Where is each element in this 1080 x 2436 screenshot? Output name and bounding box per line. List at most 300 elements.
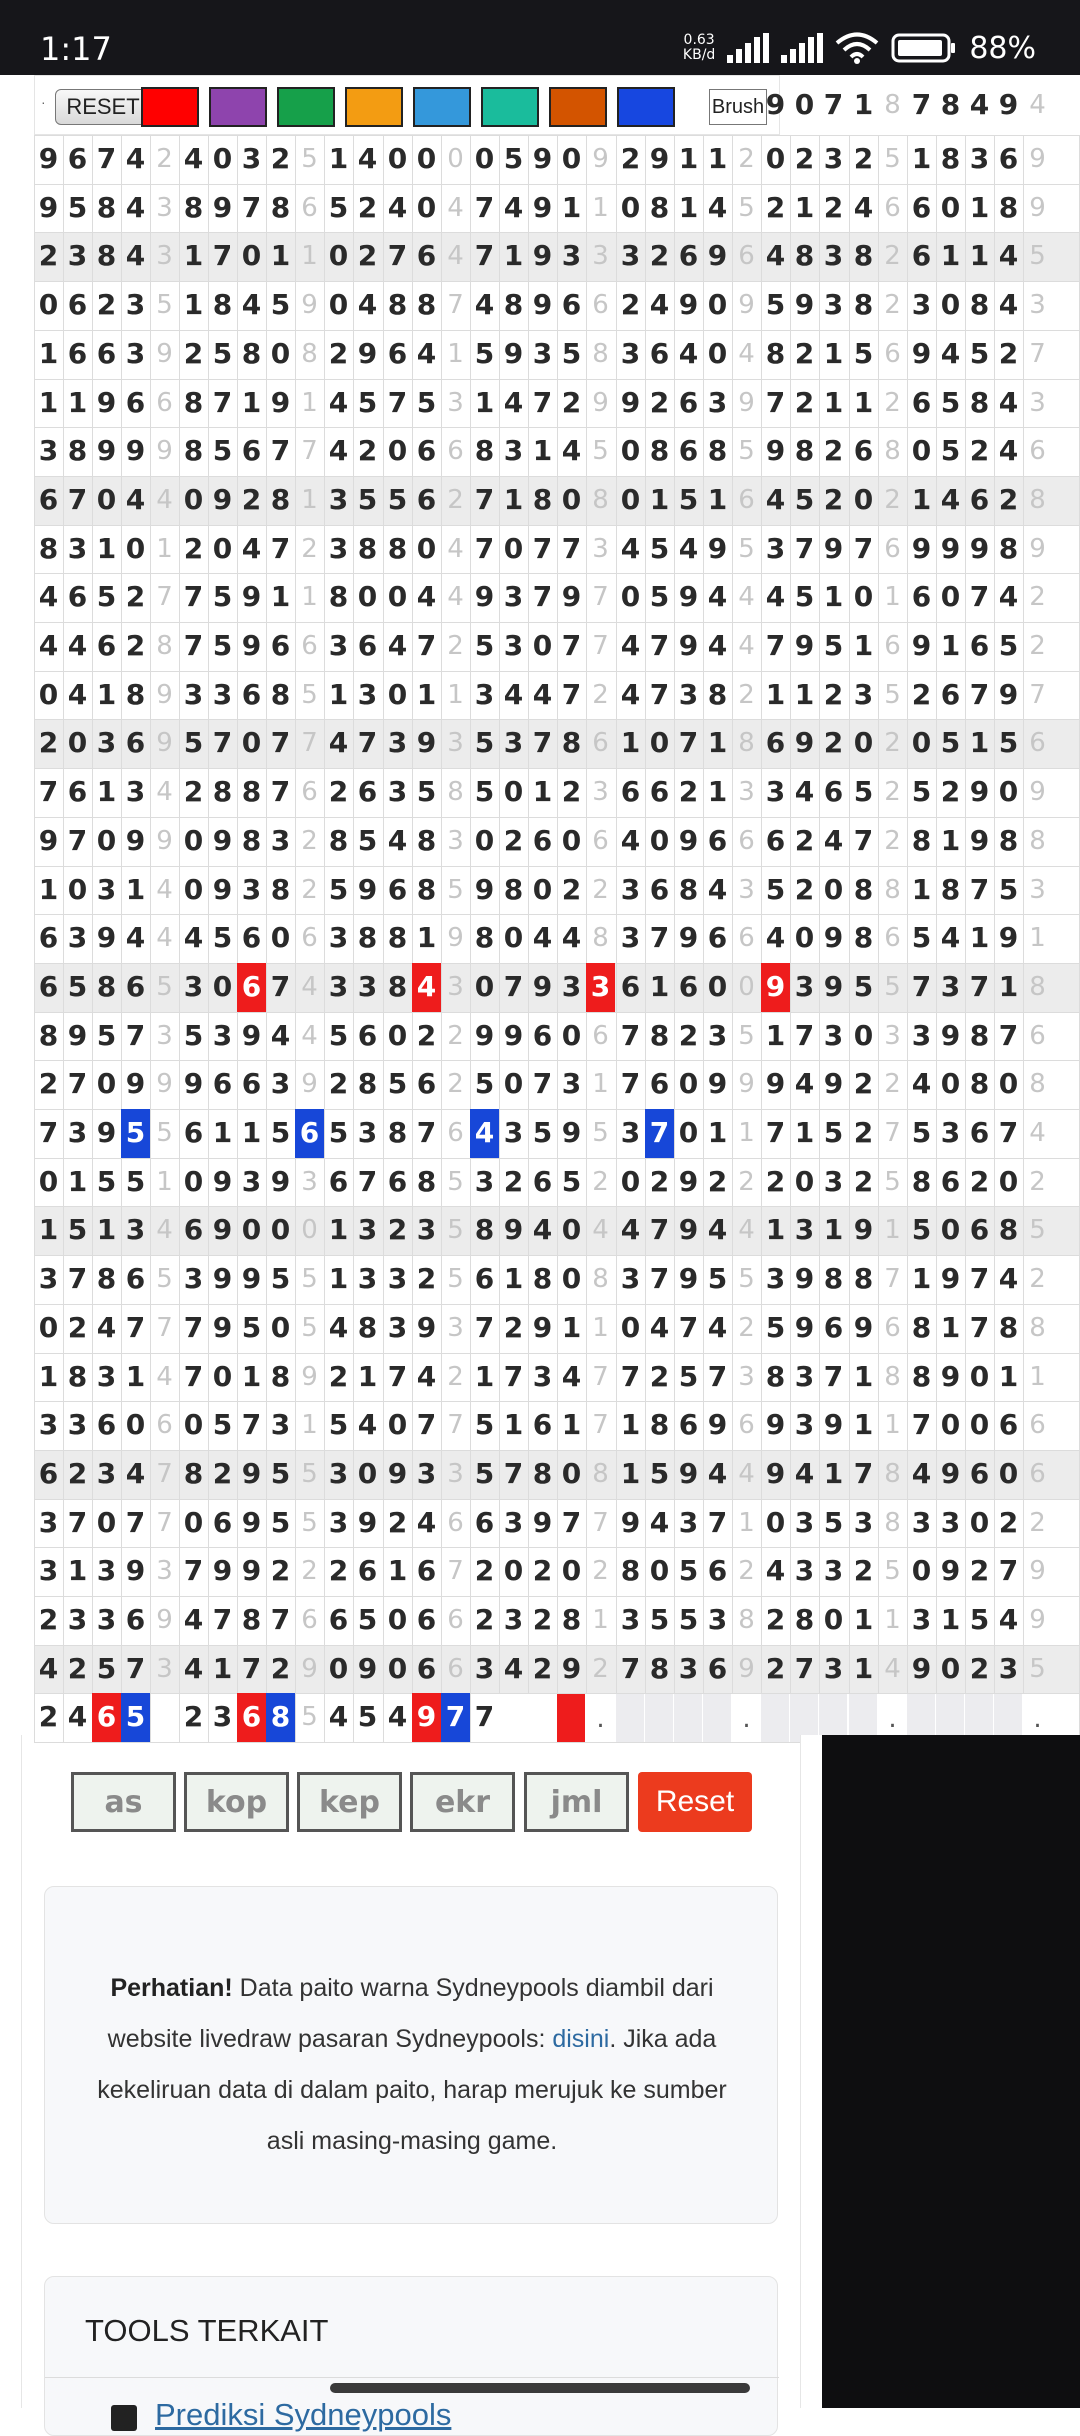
paito-cell[interactable]: 5 bbox=[212, 434, 233, 468]
paito-cell[interactable]: 0 bbox=[38, 1310, 59, 1344]
paito-cell[interactable]: 3 bbox=[911, 288, 932, 322]
paito-cell[interactable]: 9 bbox=[532, 142, 553, 175]
paito-cell[interactable]: 3 bbox=[156, 1653, 173, 1684]
paito-cell[interactable]: 2 bbox=[853, 1116, 874, 1149]
paito-cell[interactable]: 3 bbox=[125, 775, 146, 809]
paito-cell[interactable]: 2 bbox=[416, 1262, 437, 1296]
paito-cell[interactable]: 0 bbox=[620, 190, 641, 224]
paito-cell[interactable]: 7 bbox=[592, 1410, 609, 1441]
paito-cell[interactable]: 1 bbox=[794, 1116, 815, 1149]
paito-cell[interactable]: 3 bbox=[503, 434, 524, 468]
paito-cell[interactable]: 3 bbox=[301, 1166, 318, 1197]
paito-cell[interactable]: 5 bbox=[474, 629, 495, 662]
paito-cell[interactable]: 9 bbox=[794, 1310, 815, 1344]
paito-cell[interactable]: 7 bbox=[67, 823, 88, 857]
paito-cell[interactable]: 7 bbox=[212, 385, 233, 419]
paito-cell[interactable]: 9 bbox=[474, 1018, 495, 1052]
paito-cell[interactable]: 2 bbox=[183, 775, 204, 809]
paito-cell[interactable]: 7 bbox=[183, 580, 204, 614]
paito-cell[interactable]: 8 bbox=[649, 190, 670, 224]
paito-cell[interactable]: 6 bbox=[649, 1067, 670, 1101]
paito-cell[interactable]: 4 bbox=[998, 239, 1019, 273]
paito-cell[interactable]: 5 bbox=[474, 726, 495, 760]
paito-cell[interactable]: 1 bbox=[998, 969, 1019, 1003]
empty-cell[interactable] bbox=[528, 1694, 556, 1742]
paito-cell[interactable]: 4 bbox=[328, 385, 349, 419]
paito-cell[interactable]: 6 bbox=[416, 239, 437, 273]
paito-cell[interactable]: 9 bbox=[561, 1651, 582, 1685]
paito-cell[interactable]: 5 bbox=[794, 482, 815, 516]
paito-cell[interactable]: 8 bbox=[823, 1262, 844, 1296]
paito-cell[interactable]: 4 bbox=[884, 1653, 901, 1684]
paito-cell[interactable]: 1 bbox=[853, 385, 874, 419]
paito-cell[interactable]: 6 bbox=[998, 1408, 1019, 1442]
paito-cell[interactable]: 5 bbox=[301, 1458, 318, 1489]
prediksi-link[interactable]: Prediksi Sydneypools bbox=[155, 2397, 452, 2432]
paito-cell[interactable]: 4 bbox=[823, 823, 844, 857]
paito-cell[interactable]: 9 bbox=[125, 1067, 146, 1101]
paito-cell[interactable]: 3 bbox=[125, 336, 146, 370]
paito-cell[interactable]: 0 bbox=[765, 142, 786, 175]
paito-cell[interactable]: 7 bbox=[592, 1507, 609, 1538]
paito-cell[interactable]: 9 bbox=[678, 1213, 699, 1247]
paito-cell[interactable]: 3 bbox=[911, 1603, 932, 1636]
paito-cell[interactable]: 9 bbox=[270, 385, 291, 419]
paito-cell[interactable]: 4 bbox=[620, 629, 641, 662]
paito-cell[interactable]: 4 bbox=[765, 239, 786, 273]
paito-cell[interactable]: 7 bbox=[387, 1359, 408, 1393]
paito-cell[interactable]: 7 bbox=[853, 1456, 874, 1490]
paito-cell[interactable]: 5 bbox=[270, 288, 291, 322]
paito-cell[interactable]: 1 bbox=[301, 582, 318, 613]
paito-cell[interactable]: 8 bbox=[387, 921, 408, 955]
paito-cell[interactable]: 0 bbox=[474, 823, 495, 857]
paito-cell[interactable]: 8 bbox=[183, 434, 204, 468]
paito-cell[interactable]: 8 bbox=[969, 288, 990, 322]
paito-cell[interactable]: 8 bbox=[592, 1458, 609, 1489]
paito-cell[interactable]: 3 bbox=[503, 580, 524, 614]
paito-cell[interactable]: 9 bbox=[794, 726, 815, 760]
paito-cell[interactable]: 7 bbox=[969, 872, 990, 906]
paito-cell[interactable]: 2 bbox=[911, 677, 932, 711]
paito-cell[interactable]: 2 bbox=[532, 1554, 553, 1588]
paito-cell[interactable]: 0 bbox=[387, 434, 408, 468]
paito-cell[interactable]: 6 bbox=[678, 1408, 699, 1442]
paito-cell[interactable]: 0 bbox=[357, 580, 378, 614]
paito-cell[interactable]: 5 bbox=[301, 679, 318, 710]
paito-cell[interactable]: 7 bbox=[67, 1067, 88, 1101]
paito-cell[interactable]: 3 bbox=[765, 775, 786, 809]
color-swatch-1[interactable] bbox=[141, 87, 199, 127]
paito-cell[interactable]: 6 bbox=[678, 239, 699, 273]
paito-cell[interactable]: 8 bbox=[328, 823, 349, 857]
paito-cell[interactable]: 4 bbox=[532, 921, 553, 955]
paito-cell[interactable]: 7 bbox=[707, 1505, 728, 1539]
paito-cell[interactable]: 2 bbox=[592, 1556, 609, 1587]
paito-cell[interactable]: 3 bbox=[620, 872, 641, 906]
paito-cell[interactable]: 1 bbox=[678, 190, 699, 224]
paito-cell[interactable]: 5 bbox=[592, 1118, 609, 1148]
paito-cell[interactable]: 2 bbox=[38, 1067, 59, 1101]
paito-cell[interactable]: 4 bbox=[328, 1310, 349, 1344]
paito-cell[interactable]: 9 bbox=[707, 239, 728, 273]
paito-cell[interactable]: 1 bbox=[447, 338, 464, 369]
paito-cell[interactable]: 8 bbox=[270, 872, 291, 906]
paito-cell[interactable]: 2 bbox=[447, 484, 464, 515]
paito-cell[interactable]: 8 bbox=[532, 482, 553, 516]
paito-cell[interactable]: 7 bbox=[969, 1262, 990, 1296]
paito-cell[interactable]: 2 bbox=[620, 142, 641, 175]
paito-cell[interactable]: 8 bbox=[853, 239, 874, 273]
paito-cell[interactable]: 9 bbox=[620, 1505, 641, 1539]
paito-cell[interactable]: 8 bbox=[853, 872, 874, 906]
paito-cell[interactable]: 8 bbox=[1029, 825, 1046, 856]
paito-cell[interactable]: 4 bbox=[328, 726, 349, 760]
paito-cell[interactable]: 3 bbox=[620, 1603, 641, 1636]
paito-cell[interactable]: 4 bbox=[707, 580, 728, 614]
paito-cell[interactable]: 5 bbox=[156, 1118, 173, 1148]
paito-cell[interactable]: 7 bbox=[241, 190, 262, 224]
paito-cell[interactable]: 9 bbox=[969, 823, 990, 857]
paito-cell[interactable]: 0 bbox=[940, 1651, 961, 1685]
paito-cell[interactable]: 9 bbox=[678, 823, 699, 857]
paito-cell[interactable]: 7 bbox=[707, 1359, 728, 1393]
paito-cell[interactable]: 6 bbox=[969, 482, 990, 516]
paito-cell[interactable]: 6 bbox=[884, 631, 901, 661]
paito-cell[interactable]: 6 bbox=[92, 1693, 121, 1742]
paito-cell[interactable]: 9 bbox=[707, 531, 728, 565]
paito-cell[interactable]: 9 bbox=[156, 728, 173, 759]
paito-cell[interactable]: 9 bbox=[96, 1116, 117, 1149]
paito-cell[interactable]: 3 bbox=[270, 1408, 291, 1442]
paito-cell[interactable]: 8 bbox=[969, 1018, 990, 1052]
paito-cell[interactable]: 9 bbox=[357, 336, 378, 370]
paito-cell[interactable]: 8 bbox=[474, 434, 495, 468]
paito-cell[interactable]: 6 bbox=[765, 823, 786, 857]
paito-cell[interactable]: 5 bbox=[474, 336, 495, 370]
paito-cell[interactable]: 5 bbox=[823, 1505, 844, 1539]
paito-cell[interactable]: 2 bbox=[328, 775, 349, 809]
paito-cell[interactable]: 8 bbox=[620, 1554, 641, 1588]
paito-cell[interactable]: 7 bbox=[416, 1408, 437, 1442]
paito-cell[interactable]: 1 bbox=[96, 1213, 117, 1247]
paito-cell[interactable]: 9 bbox=[241, 580, 262, 614]
paito-cell[interactable]: 6 bbox=[940, 1164, 961, 1198]
paito-cell[interactable]: 3 bbox=[447, 728, 464, 759]
paito-cell[interactable]: 1 bbox=[940, 629, 961, 662]
paito-cell[interactable]: 2 bbox=[125, 629, 146, 662]
paito-cell[interactable]: 9 bbox=[357, 1651, 378, 1685]
paito-cell[interactable]: 9 bbox=[241, 1262, 262, 1296]
paito-cell[interactable]: 6 bbox=[301, 631, 318, 661]
paito-cell[interactable]: 6 bbox=[561, 288, 582, 322]
paito-cell[interactable]: 7 bbox=[620, 1067, 641, 1101]
paito-cell[interactable]: 4 bbox=[301, 971, 318, 1002]
paito-cell[interactable]: 0 bbox=[911, 434, 932, 468]
paito-cell[interactable]: 4 bbox=[416, 580, 437, 614]
paito-cell[interactable]: 5 bbox=[707, 1262, 728, 1296]
paito-cell[interactable]: 7 bbox=[212, 1603, 233, 1636]
paito-cell[interactable]: 9 bbox=[823, 1408, 844, 1442]
paito-cell[interactable]: 2 bbox=[649, 239, 670, 273]
paito-cell[interactable]: 7 bbox=[969, 969, 990, 1003]
paito-cell[interactable]: 0 bbox=[96, 482, 117, 516]
paito-cell[interactable]: 3 bbox=[183, 969, 204, 1003]
paito-cell[interactable]: 6 bbox=[592, 825, 609, 856]
paito-cell[interactable]: 9 bbox=[532, 190, 553, 224]
empty-cell[interactable] bbox=[645, 1694, 673, 1742]
paito-cell[interactable]: 3 bbox=[823, 1554, 844, 1588]
paito-cell[interactable]: 8 bbox=[387, 288, 408, 322]
paito-cell[interactable]: 1 bbox=[67, 1164, 88, 1198]
paito-cell[interactable]: 1 bbox=[416, 921, 437, 955]
paito-cell[interactable]: 4 bbox=[67, 677, 88, 711]
paito-cell[interactable]: 2 bbox=[969, 434, 990, 468]
paito-cell[interactable]: 7 bbox=[998, 1018, 1019, 1052]
paito-cell[interactable]: 6 bbox=[823, 1310, 844, 1344]
empty-cell[interactable] bbox=[761, 1694, 789, 1742]
paito-cell[interactable]: 4 bbox=[447, 241, 464, 272]
paito-cell[interactable]: 6 bbox=[884, 1312, 901, 1343]
paito-cell[interactable]: 5 bbox=[853, 775, 874, 809]
paito-cell[interactable]: 1 bbox=[884, 1605, 901, 1635]
paito-cell[interactable]: 9 bbox=[416, 726, 437, 760]
paito-cell[interactable]: 0 bbox=[765, 1505, 786, 1539]
paito-cell[interactable]: 2 bbox=[1029, 1264, 1046, 1295]
paito-cell[interactable]: 3 bbox=[911, 1018, 932, 1052]
paito-cell[interactable]: 4 bbox=[649, 288, 670, 322]
paito-cell[interactable]: 7 bbox=[474, 1700, 495, 1734]
paito-cell[interactable]: 9 bbox=[212, 1262, 233, 1296]
paito-cell[interactable]: 8 bbox=[561, 726, 582, 760]
paito-cell[interactable]: 7 bbox=[532, 531, 553, 565]
paito-cell[interactable]: 7 bbox=[998, 1554, 1019, 1588]
paito-cell[interactable]: 7 bbox=[441, 1693, 470, 1742]
paito-cell[interactable]: 1 bbox=[503, 482, 524, 516]
paito-cell[interactable]: 5 bbox=[301, 1312, 318, 1343]
paito-cell[interactable]: 2 bbox=[884, 241, 901, 272]
paito-cell[interactable]: 5 bbox=[940, 434, 961, 468]
paito-cell[interactable]: 1 bbox=[969, 921, 990, 955]
paito-cell[interactable]: 2 bbox=[183, 531, 204, 565]
paito-cell[interactable]: 2 bbox=[357, 434, 378, 468]
paito-cell[interactable]: 9 bbox=[96, 921, 117, 955]
paito-cell[interactable]: 7 bbox=[301, 436, 318, 467]
paito-cell[interactable]: 8 bbox=[38, 1018, 59, 1052]
paito-cell[interactable]: 1 bbox=[620, 726, 641, 760]
paito-cell[interactable]: 6 bbox=[67, 288, 88, 322]
paito-cell[interactable]: 2 bbox=[853, 142, 874, 175]
paito-cell[interactable]: 1 bbox=[707, 1116, 728, 1149]
paito-cell[interactable]: 6 bbox=[911, 239, 932, 273]
paito-cell[interactable]: 6 bbox=[237, 1693, 266, 1742]
paito-cell[interactable]: 2 bbox=[765, 1651, 786, 1685]
paito-cell[interactable]: 8 bbox=[266, 1693, 295, 1742]
paito-cell[interactable]: 0 bbox=[561, 823, 582, 857]
paito-cell[interactable]: 0 bbox=[387, 1603, 408, 1636]
paito-cell[interactable]: 7 bbox=[474, 239, 495, 273]
paito-cell[interactable]: 2 bbox=[853, 1164, 874, 1198]
paito-cell[interactable]: 1 bbox=[270, 239, 291, 273]
paito-cell[interactable]: 3 bbox=[357, 969, 378, 1003]
paito-cell[interactable]: 5 bbox=[532, 1116, 553, 1149]
paito-cell[interactable]: 4 bbox=[447, 582, 464, 613]
paito-cell[interactable]: 4 bbox=[794, 775, 815, 809]
paito-cell[interactable]: 9 bbox=[503, 336, 524, 370]
paito-cell[interactable]: 3 bbox=[678, 677, 699, 711]
paito-cell[interactable]: 2 bbox=[794, 823, 815, 857]
paito-cell[interactable]: 0 bbox=[212, 531, 233, 565]
paito-cell[interactable]: 3 bbox=[270, 823, 291, 857]
paito-cell[interactable]: 5 bbox=[447, 874, 464, 905]
paito-cell[interactable]: 5 bbox=[270, 1262, 291, 1296]
paito-cell[interactable]: 0 bbox=[561, 142, 582, 175]
color-swatch-6[interactable] bbox=[481, 87, 539, 127]
paito-cell[interactable]: 1 bbox=[853, 1651, 874, 1685]
paito-cell[interactable]: 3 bbox=[678, 1505, 699, 1539]
paito-cell[interactable]: 4 bbox=[183, 1603, 204, 1636]
paito-cell[interactable]: 0 bbox=[387, 580, 408, 614]
paito-cell[interactable]: 2 bbox=[765, 1164, 786, 1198]
paito-cell[interactable]: 9 bbox=[592, 144, 609, 174]
paito-cell[interactable]: 6 bbox=[884, 338, 901, 369]
paito-cell[interactable]: 5 bbox=[474, 1408, 495, 1442]
paito-cell[interactable]: 5 bbox=[270, 1116, 291, 1149]
paito-cell[interactable]: 2 bbox=[678, 1018, 699, 1052]
paito-cell[interactable]: 6 bbox=[1029, 728, 1046, 759]
source-link[interactable]: disini bbox=[552, 2025, 610, 2053]
paito-cell[interactable]: 7 bbox=[592, 582, 609, 613]
paito-cell[interactable]: 9 bbox=[738, 1069, 755, 1100]
paito-cell[interactable]: 2 bbox=[328, 1067, 349, 1101]
paito-cell[interactable]: 5 bbox=[212, 580, 233, 614]
paito-cell[interactable]: 5 bbox=[1029, 1215, 1046, 1246]
paito-cell[interactable]: 5 bbox=[270, 1505, 291, 1539]
paito-cell[interactable]: 4 bbox=[561, 921, 582, 955]
paito-cell[interactable]: 0 bbox=[38, 677, 59, 711]
paito-cell[interactable]: 3 bbox=[620, 336, 641, 370]
paito-cell[interactable]: 0 bbox=[620, 434, 641, 468]
paito-cell[interactable]: 9 bbox=[707, 1408, 728, 1442]
paito-cell[interactable]: 5 bbox=[387, 1067, 408, 1101]
paito-cell[interactable]: 4 bbox=[387, 629, 408, 662]
paito-cell[interactable]: 0 bbox=[241, 239, 262, 273]
paito-cell[interactable]: 3 bbox=[357, 1262, 378, 1296]
paito-cell[interactable]: 2 bbox=[183, 336, 204, 370]
paito-cell[interactable]: 9 bbox=[212, 872, 233, 906]
paito-cell[interactable]: 0 bbox=[416, 531, 437, 565]
paito-cell[interactable]: 2 bbox=[738, 1312, 755, 1343]
paito-cell[interactable]: 6 bbox=[532, 823, 553, 857]
paito-cell[interactable]: 3 bbox=[503, 1116, 524, 1149]
paito-cell[interactable]: 9 bbox=[940, 1262, 961, 1296]
paito-cell[interactable]: 3 bbox=[707, 1603, 728, 1636]
paito-cell[interactable]: 9 bbox=[241, 1018, 262, 1052]
paito-cell[interactable]: 1 bbox=[328, 142, 349, 175]
paito-cell[interactable]: 5 bbox=[765, 288, 786, 322]
paito-cell[interactable]: 3 bbox=[794, 969, 815, 1003]
paito-cell[interactable]: 6 bbox=[125, 726, 146, 760]
paito-cell[interactable]: 5 bbox=[911, 921, 932, 955]
paito-cell[interactable]: 6 bbox=[447, 436, 464, 467]
paito-cell[interactable]: 6 bbox=[416, 1603, 437, 1636]
paito-cell[interactable]: 0 bbox=[823, 1603, 844, 1636]
paito-cell[interactable]: 5 bbox=[357, 1700, 378, 1734]
paito-cell[interactable]: 2 bbox=[212, 1456, 233, 1490]
paito-cell[interactable]: 6 bbox=[532, 1018, 553, 1052]
paito-cell[interactable]: 8 bbox=[649, 1651, 670, 1685]
paito-cell[interactable]: 0 bbox=[241, 1213, 262, 1247]
paito-cell[interactable]: 4 bbox=[357, 1408, 378, 1442]
paito-cell[interactable]: 9 bbox=[447, 923, 464, 954]
paito-cell[interactable]: 1 bbox=[1029, 923, 1046, 954]
paito-cell[interactable]: 8 bbox=[532, 1262, 553, 1296]
paito-cell[interactable]: 4 bbox=[998, 1603, 1019, 1636]
paito-cell[interactable]: 5 bbox=[911, 1116, 932, 1149]
paito-cell[interactable]: 6 bbox=[1029, 1410, 1046, 1441]
paito-cell[interactable]: 9 bbox=[765, 434, 786, 468]
paito-cell[interactable]: 5 bbox=[328, 1018, 349, 1052]
paito-cell[interactable]: 4 bbox=[447, 192, 464, 223]
paito-cell[interactable]: 7 bbox=[620, 1018, 641, 1052]
paito-cell[interactable]: 6 bbox=[592, 728, 609, 759]
paito-cell[interactable]: 2 bbox=[156, 144, 173, 174]
paito-cell[interactable]: 7 bbox=[765, 385, 786, 419]
paito-cell[interactable]: 9 bbox=[156, 1069, 173, 1100]
paito-cell[interactable]: 9 bbox=[96, 385, 117, 419]
paito-cell[interactable]: 9 bbox=[911, 336, 932, 370]
paito-cell[interactable]: 7 bbox=[474, 1310, 495, 1344]
paito-cell[interactable]: 7 bbox=[125, 1310, 146, 1344]
paito-cell[interactable]: 8 bbox=[212, 288, 233, 322]
paito-cell[interactable]: 0 bbox=[620, 1164, 641, 1198]
paito-cell[interactable]: 9 bbox=[532, 1505, 553, 1539]
paito-cell[interactable]: 3 bbox=[212, 1018, 233, 1052]
paito-cell[interactable]: 8 bbox=[125, 677, 146, 711]
paito-cell[interactable]: 9 bbox=[911, 629, 932, 662]
paito-cell[interactable]: 3 bbox=[969, 142, 990, 175]
paito-cell[interactable]: 9 bbox=[503, 1018, 524, 1052]
paito-cell[interactable]: 8 bbox=[707, 434, 728, 468]
paito-cell[interactable]: 9 bbox=[592, 387, 609, 418]
paito-cell[interactable]: 1 bbox=[301, 484, 318, 515]
paito-cell[interactable]: 9 bbox=[794, 629, 815, 662]
paito-cell[interactable]: 7 bbox=[503, 1359, 524, 1393]
paito-cell[interactable]: 4 bbox=[156, 484, 173, 515]
paito-cell[interactable]: 4 bbox=[998, 434, 1019, 468]
paito-cell[interactable]: 0 bbox=[416, 142, 437, 175]
paito-cell[interactable]: 8 bbox=[96, 190, 117, 224]
paito-cell[interactable]: 6 bbox=[328, 1603, 349, 1636]
paito-cell[interactable]: 9 bbox=[678, 580, 699, 614]
paito-cell[interactable]: 2 bbox=[328, 336, 349, 370]
paito-cell[interactable]: 1 bbox=[649, 969, 670, 1003]
paito-cell[interactable]: 3 bbox=[96, 1554, 117, 1588]
paito-cell[interactable]: 0 bbox=[707, 288, 728, 322]
paito-cell[interactable]: 4 bbox=[416, 336, 437, 370]
paito-cell[interactable]: 0 bbox=[212, 142, 233, 175]
paito-cell[interactable]: 3 bbox=[183, 677, 204, 711]
paito-cell[interactable]: 6 bbox=[911, 190, 932, 224]
paito-cell[interactable]: 3 bbox=[940, 969, 961, 1003]
paito-cell[interactable]: 6 bbox=[125, 1262, 146, 1296]
paito-cell[interactable]: 2 bbox=[969, 1164, 990, 1198]
paito-cell[interactable]: 1 bbox=[503, 1408, 524, 1442]
paito-cell[interactable]: 5 bbox=[884, 679, 901, 710]
paito-cell[interactable]: 1 bbox=[183, 288, 204, 322]
paito-cell[interactable]: 4 bbox=[707, 629, 728, 662]
paito-cell[interactable]: 6 bbox=[707, 1651, 728, 1685]
